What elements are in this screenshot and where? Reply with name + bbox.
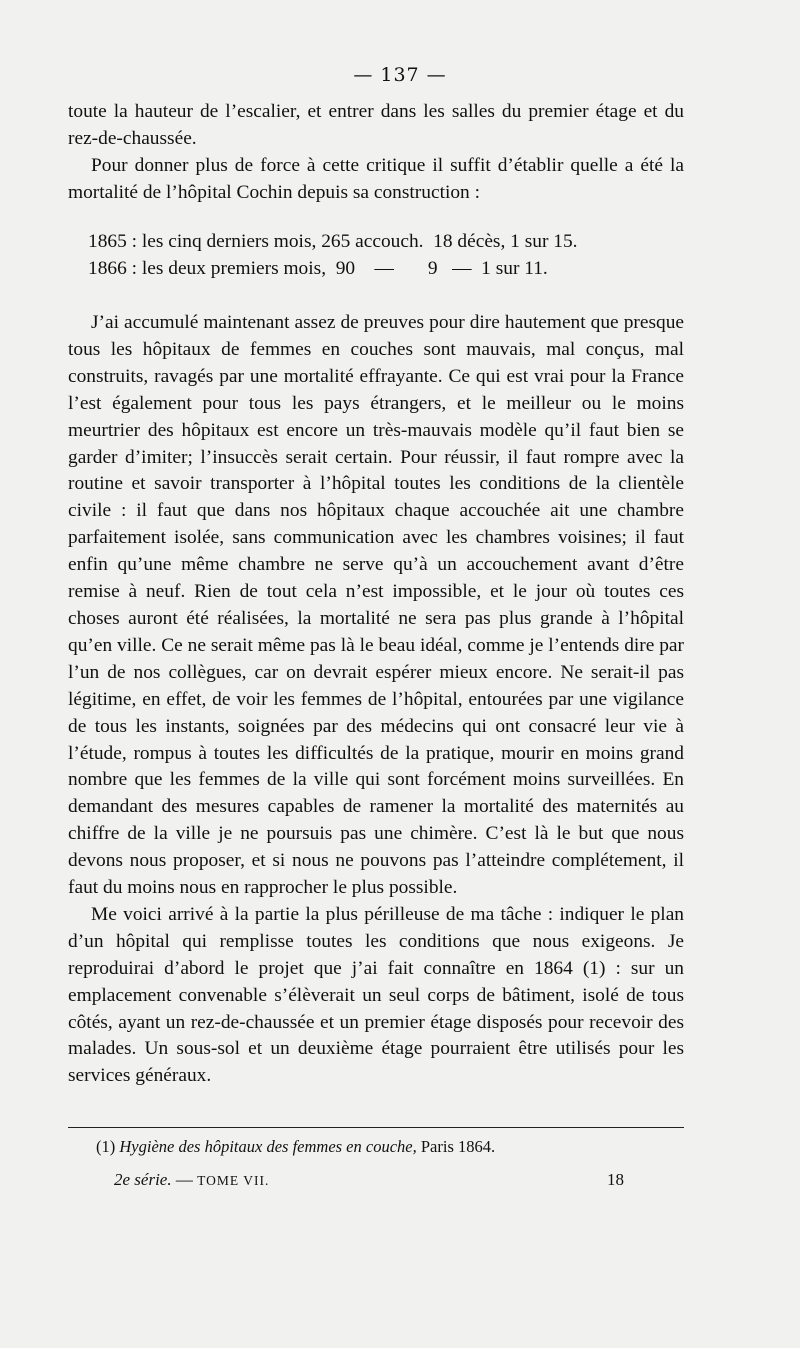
- printer-signature: [114, 1170, 624, 1190]
- signature-tome: TOME VII.: [197, 1173, 270, 1188]
- text-block-top: [68, 99, 684, 207]
- footnote: [96, 1136, 495, 1158]
- mortality-row-1866: 1866 : les deux premiers mois, 90 — 9 — 1 sur 11.: [88, 258, 548, 279]
- signature-sheet-number: 18: [607, 1170, 624, 1189]
- footnote-divider: [68, 1127, 684, 1128]
- paragraph-continuation: toute la hauteur de l’escalier, et entrer dans les salles du premier étage et du rez-de-chaussée.: [68, 101, 684, 149]
- paragraph-evidence: J’ai accumulé maintenant assez de preuves pour dire hautement que presque tous les hôpitaux de femmes en couches sont mauvais, mal conçus, mal construits, ravagés par une mortalité effrayante. Ce qui est vrai pour la France l’est également pour tous les pays étrangers, et le meilleur ou le moins meurtrier des hôpitaux est encore un très-mauvais modèle qu’il faut bien se garder d’imiter; l’insuccès serait certain. Pour réussir, il faut rompre avec la routine et savoir transporter à l’hôpital toutes les conditions de la clientèle civile : il faut que dans nos hôpitaux chaque accouchée ait une chambre parfaitement isolée, sans communication avec les chambres voisines; il faut enfin qu’une même chambre ne serve qu’à un accouchement avant d’être remise à neuf. Rien de tout cela n’est impossible, et le jour où toutes ces choses auront été réalisées, la mortalité ne sera pas plus grande à l’hôpital qu’en ville. Ce ne serait même pas là le beau idéal, comme je l’entends dire par l’un de nos collègues, car on devrait espérer mieux encore. Ne serait-il pas légitime, en effet, de voir les femmes de l’hôpital, entourées par une vigilance de tous les instants, soignées par des médecins qui ont consacré leur vie à l’étude, rompus à toutes les difficultés de la pratique, mourir en moins grand nombre que les femmes de la ville qui sont forcément moins surveillées. En demandant des mesures capables de ramener la mortalité des maternités au chiffre de la ville je ne poursuis pas une chimère. C’est là le but que nous devons nous proposer, et si nous ne pouvons pas l’atteindre complétement, il faut du moins nous en rapprocher le plus possible.: [68, 312, 684, 899]
- signature-dash: —: [175, 1170, 193, 1189]
- mortality-row-1865: 1865 : les cinq derniers mois, 265 accouch. 18 décès, 1 sur 15.: [88, 231, 578, 252]
- footnote-place: Paris 1864.: [420, 1137, 496, 1156]
- footnote-title: Hygiène des hôpitaux des femmes en couche,: [119, 1137, 417, 1156]
- text-block-main: [68, 310, 684, 1090]
- footnote-marker: (1): [96, 1137, 116, 1156]
- signature-series: 2e série.: [114, 1170, 172, 1189]
- paragraph-critique: Pour donner plus de force à cette critique il suffit d’établir quelle a été la mortalité de l’hôpital Cochin depuis sa construction :: [68, 154, 684, 203]
- page-number: — 137 —: [353, 64, 447, 86]
- paragraph-hospital-plan: Me voici arrivé à la partie la plus périlleuse de ma tâche : indiquer le plan d’un hôpital qui remplisse toutes les conditions que nous exigeons. Je reproduirai d’abord le projet que j’ai fait connaître en 1864 (1) : sur un emplacement convenable s’élèverait un seul corps de bâtiment, isolé de tous côtés, ayant un rez-de-chaussée et un premier étage disposés pour recevoir des malades. Un sous-sol et un deuxième étage pourraient être utilisés pour les services généraux.: [68, 903, 684, 1087]
